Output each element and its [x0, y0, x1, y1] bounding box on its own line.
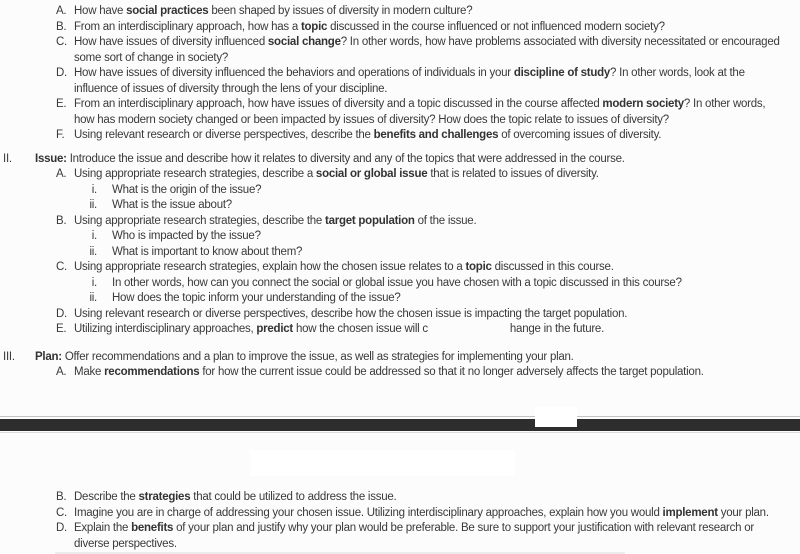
text-segment: ? In other words,	[683, 98, 766, 110]
text-line	[74, 167, 800, 183]
text-segment: ? In other words, how have problems associated with diversity necessitated or encouraged	[340, 36, 780, 48]
bold-text-segment: strategies	[138, 491, 191, 503]
text-line	[112, 198, 800, 214]
text-segment: Using relevant research or diverse perspectives, describe how the chosen issue is impacting the target population.	[74, 307, 628, 320]
text-segment: some sort of change in society?	[74, 51, 228, 64]
list-marker: ii.	[89, 292, 97, 304]
outline-item	[0, 229, 800, 245]
text-line	[74, 307, 800, 323]
outline-item	[0, 128, 800, 144]
text-segment: Introduce the issue and describe how it relates to diversity and any of the topics that were addressed in the course.	[66, 152, 625, 165]
outline-item	[0, 66, 800, 97]
text-line	[74, 214, 800, 230]
text-segment: Using appropriate research strategies, explain how the chosen issue relates to a	[74, 261, 466, 273]
text-line	[74, 521, 800, 537]
text-line	[74, 82, 800, 98]
outline-item	[0, 20, 800, 36]
list-marker: F.	[56, 129, 65, 141]
text-line	[74, 51, 800, 67]
bold-text-segment: modern society	[602, 98, 684, 110]
list-marker: i.	[91, 276, 97, 289]
bold-text-segment: target population	[325, 214, 415, 227]
page-edge-line-top	[0, 416, 800, 417]
text-line	[112, 229, 800, 245]
bold-text-segment: social or global issue	[315, 168, 428, 180]
text-segment: of your plan and justify why your plan would be preferable. Be sure to support your justification with relevant research or	[173, 522, 754, 534]
list-marker: ii.	[89, 245, 97, 258]
text-segment: What is the issue about?	[112, 199, 232, 211]
outline-item	[0, 350, 800, 366]
text-segment: From an interdisciplinary approach, how has a	[74, 20, 301, 33]
outline-item	[0, 167, 800, 183]
text-segment: discussed in this course.	[491, 261, 614, 273]
page-2-content	[0, 490, 800, 552]
outline-item	[0, 245, 800, 261]
text-segment: how the chosen issue will c	[293, 323, 428, 335]
outline-item	[0, 307, 800, 323]
text-line	[74, 365, 800, 381]
text-segment: been shaped by issues of diversity in modern culture?	[208, 5, 473, 17]
text-segment: What is the origin of the issue?	[112, 183, 262, 196]
text-segment: Make	[74, 366, 105, 378]
text-segment: How have	[74, 5, 127, 17]
outline-item	[0, 260, 800, 276]
bold-text-segment: social practices	[126, 5, 209, 17]
outline-item	[0, 152, 800, 168]
text-line	[74, 4, 800, 20]
text-segment: Explain the	[74, 522, 132, 534]
text-segment: that could be utilized to address the issue.	[190, 491, 397, 503]
text-segment: of the issue.	[414, 214, 477, 227]
text-segment: From an interdisciplinary approach, how have issues of diversity and a topic discussed in the course affected	[74, 98, 603, 110]
page-1-content	[0, 4, 800, 381]
text-line	[74, 537, 800, 553]
text-line	[74, 506, 800, 522]
text-segment: Using appropriate research strategies, describe a	[74, 168, 316, 180]
outline-item	[0, 490, 800, 506]
text-segment: Utilizing interdisciplinary approaches,	[74, 323, 257, 335]
text-segment: Describe the	[74, 491, 139, 503]
list-marker: C.	[56, 261, 67, 273]
list-marker: i.	[91, 183, 97, 196]
list-marker: C.	[56, 36, 67, 48]
outline-item	[0, 365, 800, 381]
text-segment: How have issues of diversity influenced the behaviors and operations of individuals in your	[74, 67, 514, 79]
outline-item	[0, 214, 800, 230]
bold-text-segment: social change	[267, 36, 341, 48]
text-line	[35, 350, 800, 366]
list-marker: B.	[56, 491, 67, 503]
list-marker: A.	[56, 366, 67, 378]
outline-item	[0, 521, 800, 552]
list-marker: B.	[56, 20, 67, 33]
text-segment: ? In other words, look at the	[610, 67, 745, 79]
text-segment: influence of issues of diversity through the lens of your discipline.	[74, 82, 388, 95]
list-marker: C.	[56, 506, 67, 519]
list-marker: III.	[3, 350, 15, 363]
text-segment: for how the current issue could be addressed so that it no longer adversely affects the target population.	[199, 366, 704, 378]
list-marker: D.	[56, 522, 67, 534]
text-segment: your plan.	[717, 506, 769, 519]
bold-text-segment: Plan:	[35, 350, 62, 363]
text-line	[112, 183, 800, 199]
text-segment: In other words, how can you connect the social or global issue you have chosen with a topic discussed in this course?	[112, 276, 682, 289]
bold-text-segment: topic	[300, 20, 328, 33]
text-segment: diverse perspectives.	[74, 537, 177, 550]
text-line	[74, 113, 800, 129]
text-segment: of overcoming issues of diversity.	[498, 129, 662, 141]
text-segment: Using appropriate research strategies, describe the	[74, 214, 326, 227]
text-segment: What is important to know about them?	[112, 245, 303, 258]
text-segment: how has modern society changed or been impacted by issues of diversity? How does the topic relate to issues of diversity?	[74, 113, 669, 126]
text-segment: Using relevant research or diverse perspectives, describe the	[74, 129, 374, 141]
text-line	[74, 322, 800, 338]
list-marker: A.	[56, 5, 67, 17]
bold-text-segment: discipline of study	[513, 67, 611, 79]
page-edge-line-bottom	[0, 432, 800, 433]
text-line	[74, 66, 800, 82]
bold-text-segment: predict	[256, 323, 293, 335]
list-marker: E.	[56, 323, 67, 335]
outline-item	[0, 4, 800, 20]
text-line	[74, 97, 800, 113]
text-line	[112, 291, 800, 307]
text-segment: discussed in the course influenced or not influenced modern society?	[327, 20, 665, 33]
text-line	[74, 35, 800, 51]
list-marker: D.	[56, 307, 67, 320]
white-overlay-artifact-page2	[250, 450, 515, 476]
list-marker: A.	[56, 168, 67, 180]
bold-text-segment: recommendations	[104, 366, 200, 378]
text-segment: Offer recommendations and a plan to improve the issue, as well as strategies for implementing your plan.	[61, 350, 574, 363]
text-line	[74, 260, 800, 276]
white-overlay-artifact-bar	[535, 407, 577, 427]
list-marker: i.	[91, 230, 97, 242]
outline-item	[0, 291, 800, 307]
text-line	[74, 20, 800, 36]
outline-item	[0, 506, 800, 522]
text-segment: that is related to issues of diversity.	[427, 168, 599, 180]
list-marker: II.	[3, 152, 12, 165]
bold-text-segment: topic	[465, 261, 492, 273]
list-marker: D.	[56, 67, 67, 79]
text-segment: Imagine you are in charge of addressing your chosen issue. Utilizing interdisciplinary approaches, explain how you would	[74, 506, 663, 519]
list-marker: ii.	[89, 199, 97, 211]
text-line	[112, 245, 800, 261]
list-marker: B.	[56, 214, 67, 227]
text-line	[35, 152, 800, 168]
text-line	[74, 128, 800, 144]
text-segment: How does the topic inform your understanding of the issue?	[112, 292, 401, 304]
obscured-text-region	[428, 331, 510, 332]
list-marker: E.	[56, 98, 67, 110]
text-line	[112, 276, 800, 292]
outline-item	[0, 276, 800, 292]
page-break-bar[interactable]	[0, 419, 800, 431]
text-segment: hange in the future.	[509, 323, 605, 335]
bold-text-segment: Issue:	[35, 152, 67, 165]
bold-text-segment: benefits and challenges	[373, 129, 499, 141]
text-segment: Who is impacted by the issue?	[112, 230, 261, 242]
outline-item	[0, 183, 800, 199]
bold-text-segment: benefits	[131, 522, 174, 534]
outline-item	[0, 97, 800, 128]
outline-item	[0, 198, 800, 214]
text-line	[74, 490, 800, 506]
outline-item	[0, 322, 800, 338]
outline-item	[0, 35, 800, 66]
bold-text-segment: implement	[662, 506, 718, 519]
text-segment: How have issues of diversity influenced	[74, 36, 268, 48]
